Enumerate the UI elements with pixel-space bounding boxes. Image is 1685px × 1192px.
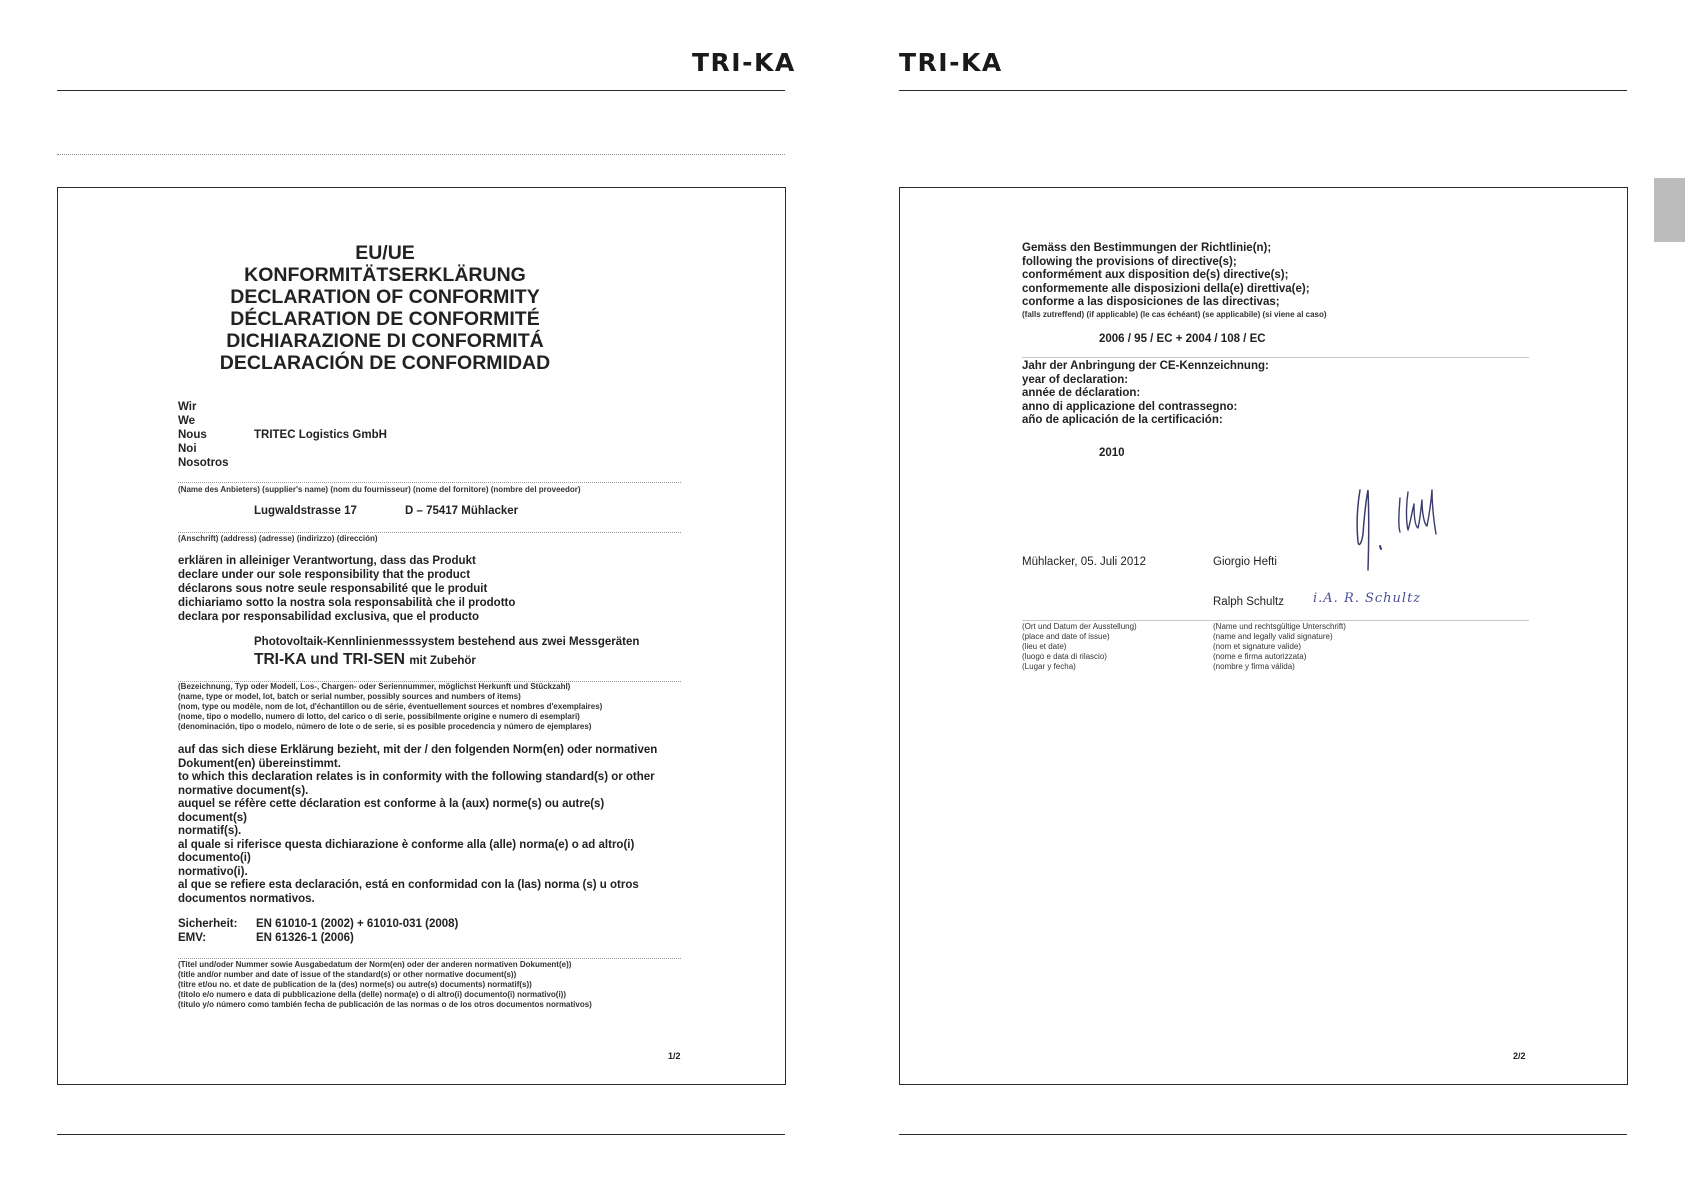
title-line: KONFORMITÄTSERKLÄRUNG [244, 264, 526, 286]
we-label: Nous [178, 429, 207, 441]
place-caption: (place and date of issue) [1022, 632, 1110, 641]
separator [178, 482, 681, 483]
conformity-line: al quale si riferisce questa dichiarazione è conforme alla (alle) norma(e) o ad altro(i) [178, 838, 635, 851]
place-date: Mühlacker, 05. Juli 2012 [1022, 556, 1147, 568]
place-caption: (luogo e data di rilascio) [1022, 652, 1107, 661]
name-caption: (nom et signature valide) [1213, 642, 1302, 651]
we-label: We [178, 415, 196, 427]
page-number: 2/2 [1513, 1051, 1526, 1061]
declaration-title [58, 242, 712, 374]
standard-caption: (title and/or number and date of issue of the standard(s) or other normative document(s)) [178, 970, 517, 979]
declare-line: erklären in alleiniger Verantwortung, dass das Produkt [178, 555, 476, 567]
left-dotted-rule [57, 154, 785, 155]
place-captions [1022, 622, 1137, 672]
supplier-caption: (Name des Anbieters) (supplier's name) (nom du fournisseur) (nome del fornitore) (nombre del proveedor) [178, 485, 581, 494]
we-labels [178, 400, 228, 470]
standard-caption: (Titel und/oder Nummer sowie Ausgabedatum der Norm(en) oder der anderen normativen Dokument(e)) [178, 960, 572, 969]
we-label: Wir [178, 401, 197, 413]
year-block [1022, 360, 1269, 428]
declare-block [178, 554, 515, 624]
standard-captions [178, 960, 592, 1010]
address-caption: (Anschrift) (address) (adresse) (indirizzo) (dirección) [178, 534, 378, 543]
product-captions [178, 682, 602, 732]
signature-hefti [1352, 482, 1464, 574]
place-caption: (lieu et date) [1022, 642, 1067, 651]
name-captions [1213, 622, 1346, 672]
signer-2: Ralph Schultz [1213, 596, 1284, 608]
year-value: 2010 [1099, 447, 1125, 459]
company-name: TRITEC Logistics GmbH [254, 429, 387, 441]
name-caption: (name and legally valid signature) [1213, 632, 1333, 641]
emc-value: EN 61326-1 (2006) [256, 932, 354, 944]
declare-line: declara por responsabilidad exclusiva, que el producto [178, 611, 480, 623]
conformity-line: auf das sich diese Erklärung bezieht, mit der / den folgenden Norm(en) oder normativen [178, 744, 658, 756]
conformity-line: normativo(i). [178, 865, 248, 878]
directive-line: conformément aux disposition de(s) directive(s); [1022, 269, 1289, 281]
standard-caption: (titre et/ou no. et date de publication de la (des) norme(s) ou autre(s) documents) normatif(s)) [178, 980, 532, 989]
name-caption: (nome e firma autorizzata) [1213, 652, 1307, 661]
title-line: EU/UE [355, 242, 415, 264]
name-caption: (nombre y firma válida) [1213, 662, 1295, 671]
left-brand-logo: TRI-KA [692, 48, 796, 77]
declaration-page-1 [57, 187, 786, 1085]
product-name: TRI-KA und TRI-SEN [254, 651, 405, 668]
year-line: Jahr der Anbringung der CE-Kennzeichnung: [1022, 360, 1269, 372]
conformity-line: documento(i) [178, 852, 251, 864]
signer-1: Giorgio Hefti [1213, 556, 1277, 568]
product-description: Photovoltaik-Kennlinienmesssystem bestehend aus zwei Messgeräten [254, 636, 640, 648]
directive-line: Gemäss den Bestimmungen der Richtlinie(n); [1022, 242, 1272, 254]
separator [1022, 357, 1529, 358]
product-suffix: mit Zubehör [409, 655, 476, 667]
conformity-line: auquel se réfère cette déclaration est conforme à la (aux) norme(s) ou autre(s) [178, 798, 605, 810]
directive-line: conformemente alle disposizioni della(e) direttiva(e); [1022, 282, 1310, 295]
directive-line: conforme a las disposiciones de las directivas; [1022, 296, 1280, 308]
city-address: D – 75417 Mühlacker [405, 505, 519, 517]
standard-caption: (titolo e/o numero e data di pubblicazione della (delle) norma(e) o di altro(i) documento(i) normativo(i)) [178, 990, 567, 999]
conformity-line: to which this declaration relates is in conformity with the following standard(s) or other [178, 771, 655, 783]
we-label: Noi [178, 443, 197, 455]
title-line: DICHIARAZIONE DI CONFORMITÁ [226, 330, 544, 352]
product-caption: (Bezeichnung, Typ oder Modell, Los-, Chargen- oder Seriennummer, möglichst Herkunft und Stückzahl) [178, 682, 571, 691]
directive-numbers: 2006 / 95 / EC + 2004 / 108 / EC [1099, 333, 1266, 345]
right-header-rule [899, 90, 1627, 91]
title-line: DECLARATION OF CONFORMITY [230, 286, 540, 308]
left-footer-rule [57, 1134, 785, 1135]
declaration-page-2 [899, 187, 1628, 1085]
conformity-line: Dokument(en) übereinstimmt. [178, 757, 341, 770]
safety-label: Sicherheit: [178, 918, 238, 930]
year-line: année de déclaration: [1022, 387, 1141, 399]
we-label: Nosotros [178, 457, 229, 469]
right-brand-logo: TRI-KA [899, 48, 1003, 77]
declare-line: declare under our sole responsibility that the product [178, 569, 471, 581]
directive-line: following the provisions of directive(s); [1022, 255, 1237, 268]
place-caption: (Ort und Datum der Ausstellung) [1022, 622, 1137, 631]
emc-label: EMV: [178, 932, 207, 944]
year-line: anno di applicazione del contrassegno: [1022, 400, 1238, 413]
title-line: DECLARACIÓN DE CONFORMIDAD [219, 352, 551, 374]
product-line [254, 651, 476, 669]
left-header-rule [57, 90, 785, 91]
name-caption: (Name und rechtsgültige Unterschrift) [1213, 622, 1346, 631]
conformity-line: normatif(s). [178, 825, 242, 837]
year-line: año de aplicación de la certificación: [1022, 414, 1223, 426]
side-thumb-tab [1654, 178, 1685, 242]
product-caption: (name, type or model, lot, batch or serial number, possibly sources and numbers of items) [178, 692, 521, 701]
conformity-line: document(s) [178, 811, 247, 824]
declare-line: déclarons sous notre seule responsabilité que le produit [178, 583, 488, 595]
product-caption: (nome, tipo o modello, numero di lotto, del carico o di serie, possibilmente origine e numero di esemplari) [178, 712, 580, 721]
page-number: 1/2 [668, 1051, 681, 1061]
product-caption: (nom, type ou modèle, nom de lot, d'échantillon ou de série, éventuellement sources et nombres d'exemplaires) [178, 702, 603, 711]
separator [1022, 620, 1529, 621]
title-line: DÉCLARATION DE CONFORMITÉ [230, 308, 540, 330]
safety-value: EN 61010-1 (2002) + 61010-031 (2008) [256, 918, 459, 930]
separator [178, 532, 681, 533]
product-caption: (denominación, tipo o modelo, número de lote o de serie, si es posible procedencia y número de ejemplares) [178, 722, 592, 731]
conformity-line: documentos normativos. [178, 892, 315, 905]
conformity-block [178, 744, 657, 906]
separator [178, 958, 681, 959]
directive-block [1022, 242, 1310, 310]
standard-caption: (titulo y/o número como también fecha de publicación de las normas o de los otros documentos normativos) [178, 1000, 592, 1009]
declare-line: dichiariamo sotto la nostra sola responsabilità che il prodotto [178, 597, 516, 609]
signature-schultz: i.A. R. Schultz [1313, 591, 1422, 606]
street-address: Lugwaldstrasse 17 [254, 505, 357, 517]
right-footer-rule [899, 1134, 1627, 1135]
place-caption: (Lugar y fecha) [1022, 662, 1076, 671]
conformity-line: normative document(s). [178, 784, 309, 797]
conformity-line: al que se refiere esta declaración, está en conformidad con la (las) norma (s) u otros [178, 879, 639, 891]
directive-caption: (falls zutreffend) (if applicable) (le cas échéant) (se applicabile) (si viene al caso) [1022, 310, 1327, 319]
year-line: year of declaration: [1022, 373, 1129, 386]
